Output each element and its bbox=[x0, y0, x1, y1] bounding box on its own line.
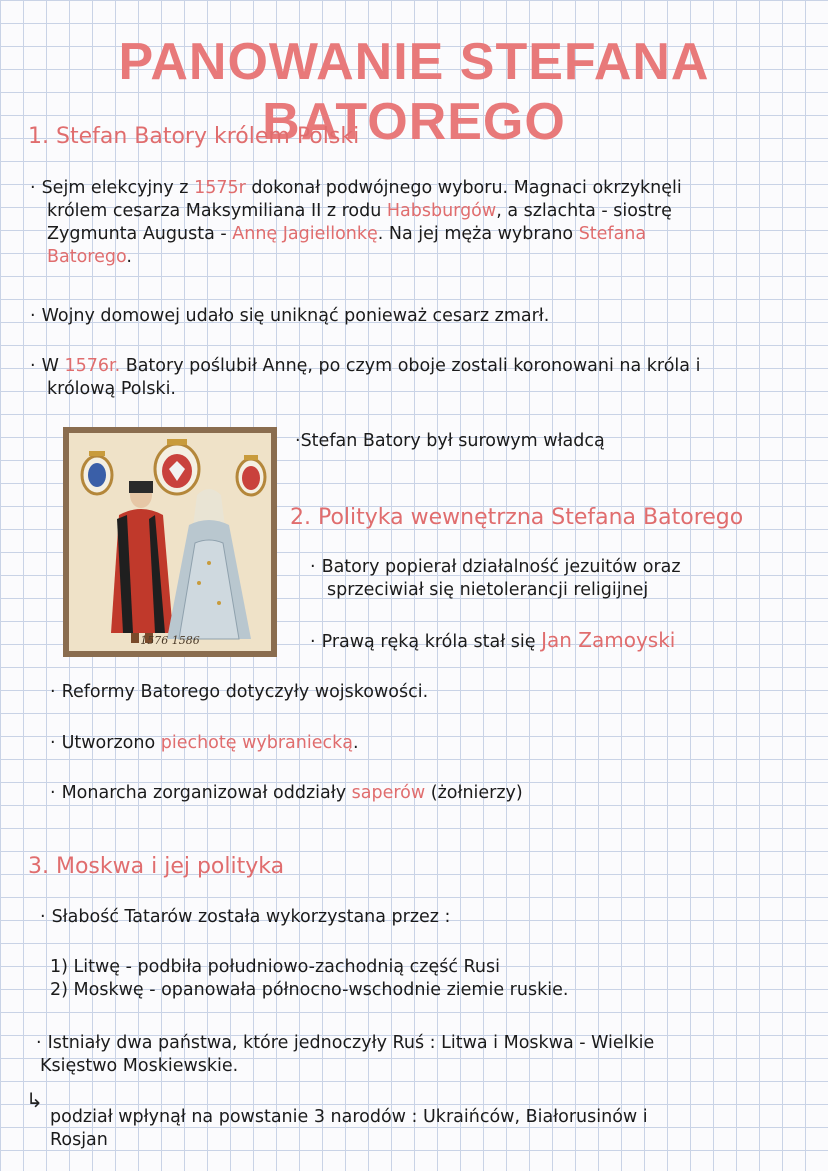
coat-of-arms-left bbox=[82, 451, 112, 494]
painting-dates: 1576 1586 bbox=[140, 634, 200, 647]
queen-figure bbox=[167, 489, 251, 639]
list-item-litwa: 1) Litwę - podbiła południowo-zachodnią część Rusi bbox=[50, 957, 500, 977]
paragraph-zamoyski: · Prawą ręką króla stał się Jan Zamoyski bbox=[310, 628, 676, 652]
king-figure bbox=[111, 481, 173, 643]
paragraph-jezuici: · Batory popierał działalność jezuitów oraz sprzeciwiał się nietolerancji religijnej bbox=[310, 557, 681, 600]
paragraph-surowy-wladca: ·Stefan Batory był surowym władcą bbox=[295, 431, 605, 451]
list-item-moskwa: 2) Moskwę - opanowała północno-wschodnie ziemie ruskie. bbox=[50, 980, 569, 1000]
paragraph-wojna: · Wojny domowej udało się uniknąć ponieważ cesarz zmarł. bbox=[30, 306, 550, 326]
paragraph-narody: podział wpłynął na powstanie 3 narodów : Ukraińców, Białorusinów i Rosjan bbox=[50, 1107, 648, 1150]
paragraph-saperzy: · Monarcha zorganizował oddziały saperów (żołnierzy) bbox=[50, 783, 523, 803]
paragraph-panstwa: · Istniały dwa państwa, które jednoczyły Ruś : Litwa i Moskwa - Wielkie Księstwo Moskiewskie. bbox=[36, 1033, 655, 1076]
paragraph-reformy: · Reformy Batorego dotyczyły wojskowości. bbox=[50, 682, 429, 702]
king-queen-illustration bbox=[69, 433, 271, 651]
paragraph-tatarzy: · Słabość Tatarów została wykorzystana przez : bbox=[40, 907, 451, 927]
coat-of-arms-right bbox=[237, 455, 265, 495]
list-podboje bbox=[50, 956, 568, 1002]
curved-arrow-icon: ↳ bbox=[26, 1088, 43, 1112]
page-title: PANOWANIE STEFANA BATOREGO bbox=[118, 33, 710, 151]
paragraph-elekcja: · Sejm elekcyjny z 1575r dokonał podwójnego wyboru. Magnaci okrzyknęli królem cesarza Maksymiliana II z rodu Habsburgów, a szlachta - siostrę Zygmunta Augusta - Annę Jagiellonkę. Na jej męża wybrano Stefana Batorego. bbox=[30, 178, 682, 267]
paragraph-piechota: · Utworzono piechotę wybraniecką. bbox=[50, 733, 359, 753]
section-3-heading: 3. Moskwa i jej polityka bbox=[28, 854, 285, 879]
section-2-heading: 2. Polityka wewnętrzna Stefana Batorego bbox=[290, 505, 744, 530]
coat-of-arms-center bbox=[155, 439, 199, 494]
section-1-heading: 1. Stefan Batory królem Polski bbox=[28, 124, 360, 149]
portrait-painting bbox=[63, 427, 277, 657]
paragraph-slub: · W 1576r. Batory poślubił Annę, po czym oboje zostali koronowani na króla i królową Polski. bbox=[30, 356, 701, 399]
